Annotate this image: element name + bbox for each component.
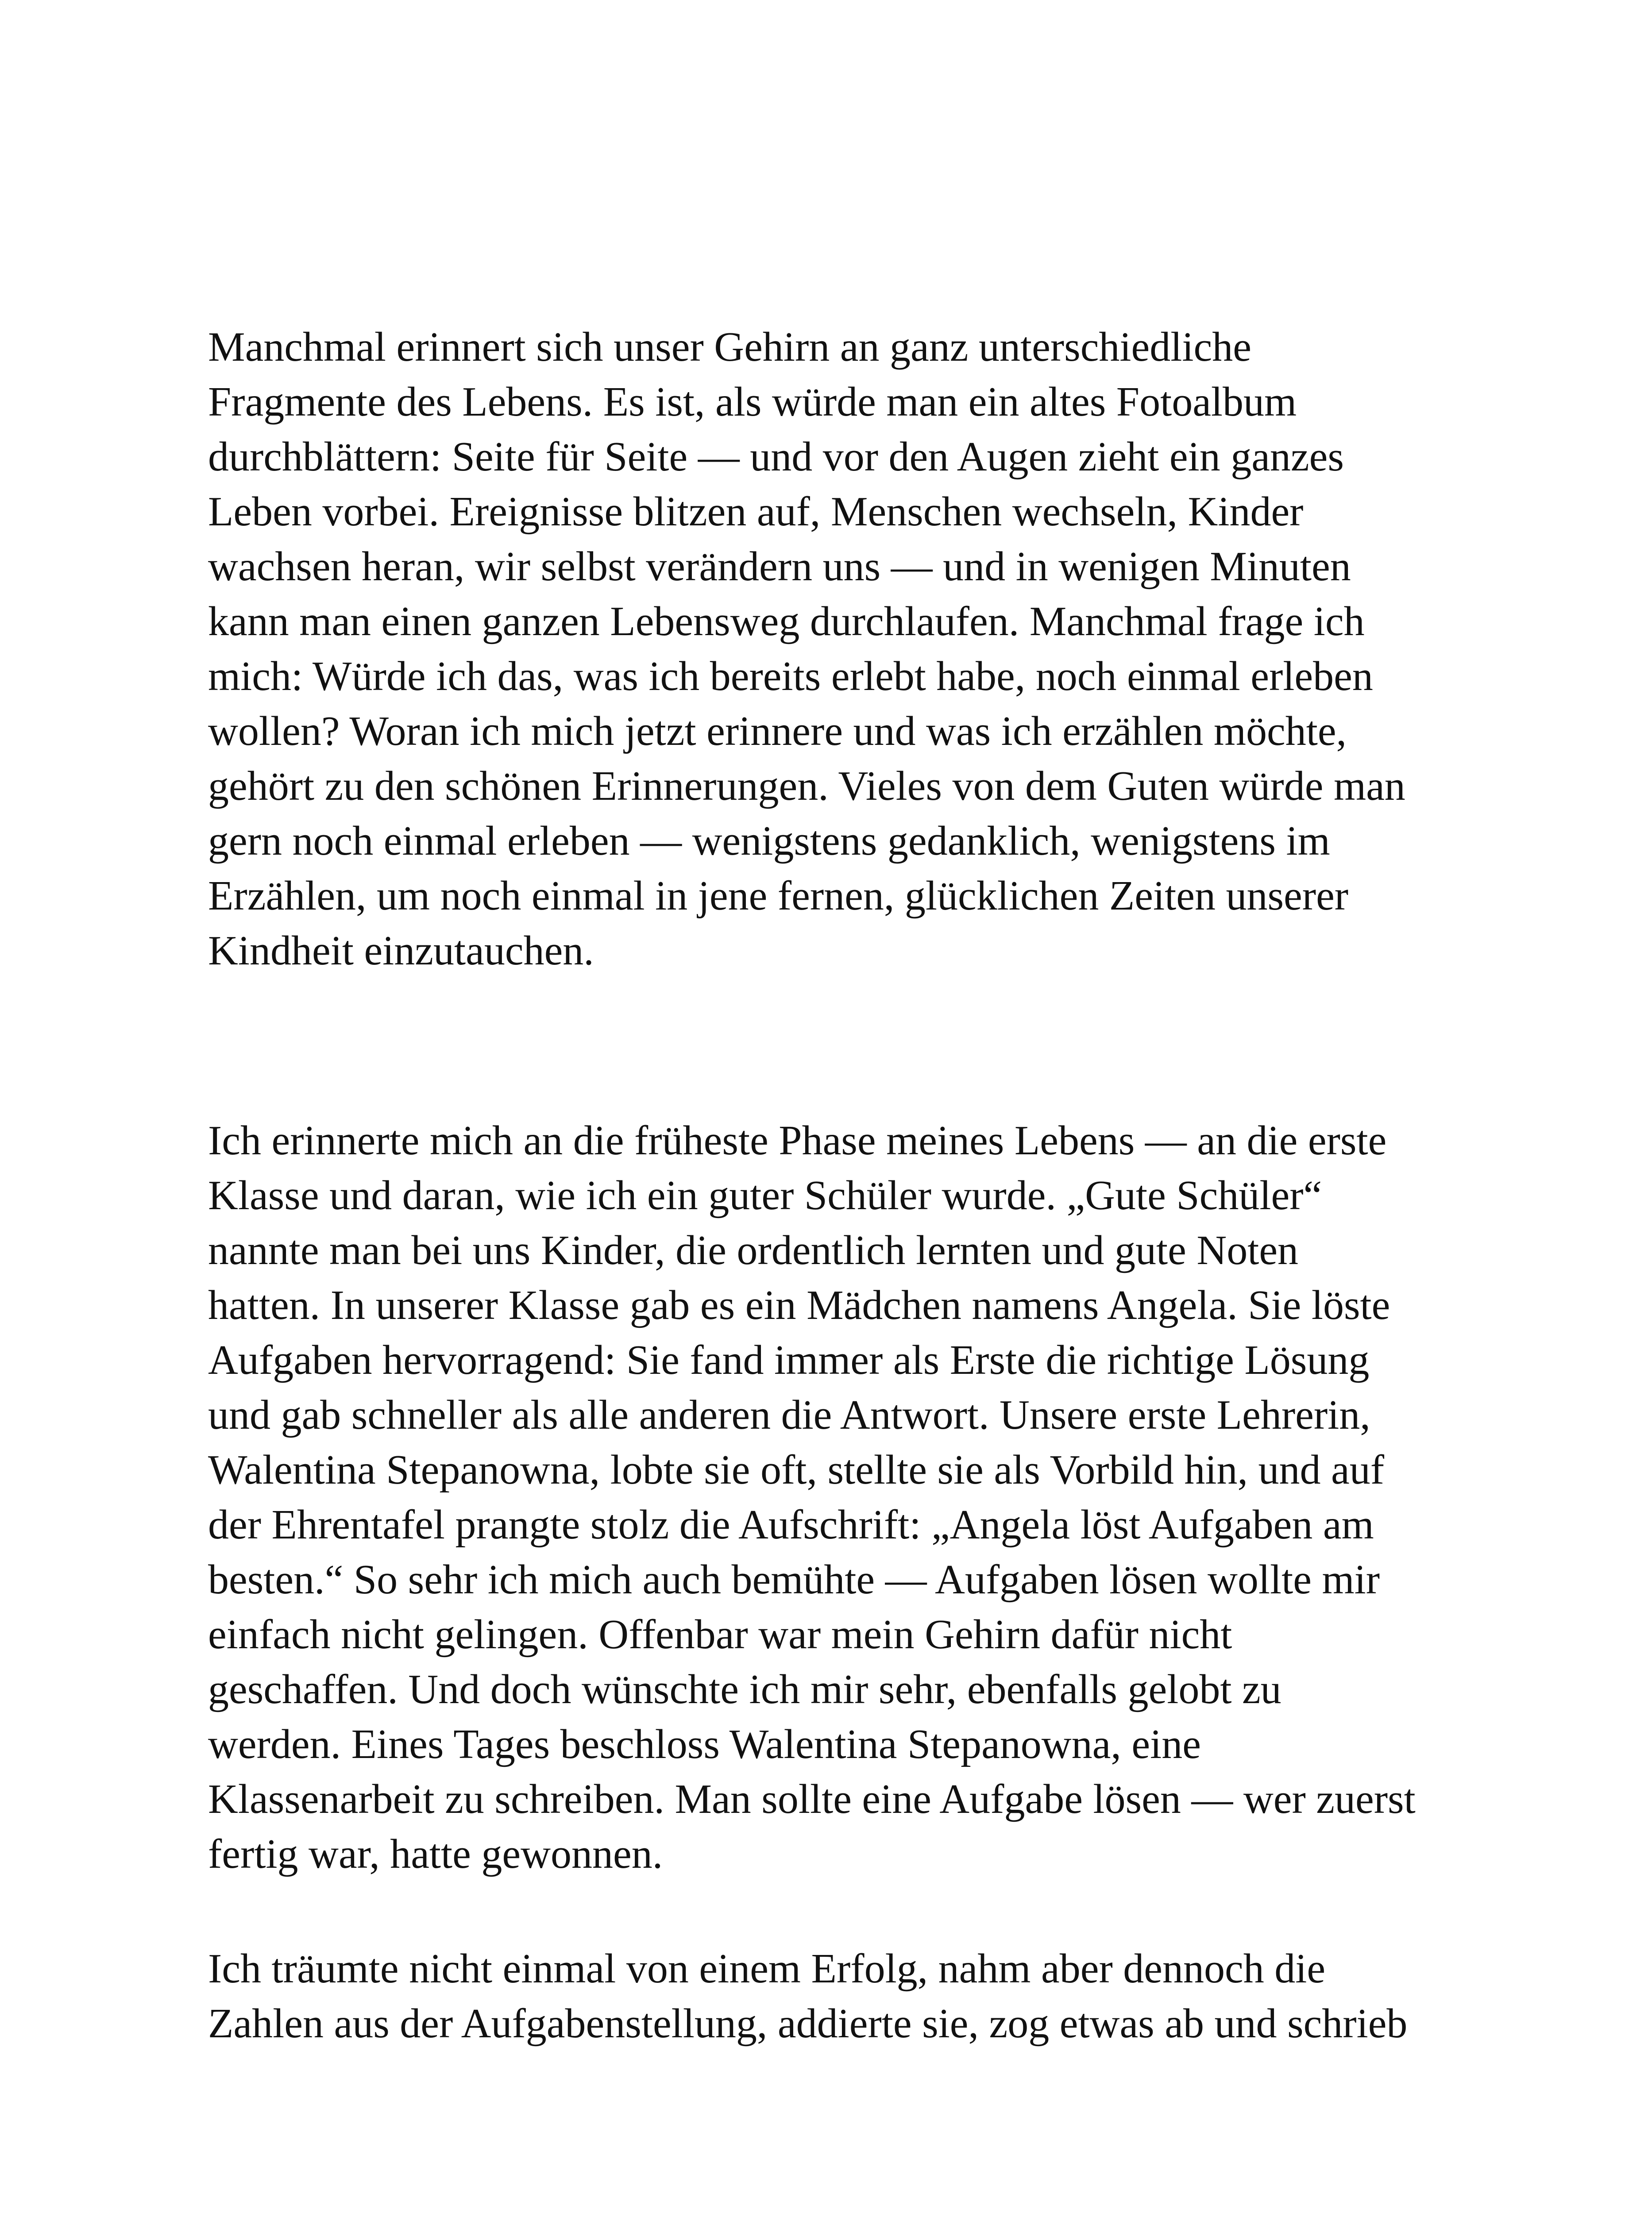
text-line: Walentina Stepanowna, lobte sie oft, stellte sie als Vorbild hin, und auf (208, 1447, 1385, 1493)
text-line: Erzählen, um noch einmal in jene fernen, glücklichen Zeiten unserer (208, 873, 1349, 919)
text-line: Zahlen aus der Aufgabenstellung, addierte sie, zog etwas ab und schrieb (208, 2001, 1408, 2047)
text-line: durchblättern: Seite für Seite — und vor den Augen zieht ein ganzes (208, 434, 1344, 480)
text-line: kann man einen ganzen Lebensweg durchlaufen. Manchmal frage ich (208, 598, 1365, 644)
text-line: Aufgaben hervorragend: Sie fand immer als Erste die richtige Lösung (208, 1337, 1370, 1383)
text-line: gern noch einmal erleben — wenigstens gedanklich, wenigstens im (208, 818, 1330, 864)
text-line: Leben vorbei. Ereignisse blitzen auf, Menschen wechseln, Kinder (208, 489, 1304, 535)
text-line: Klassenarbeit zu schreiben. Man sollte eine Aufgabe lösen — wer zuerst (208, 1776, 1416, 1822)
text-line: Klasse und daran, wie ich ein guter Schüler wurde. „Gute Schüler“ (208, 1172, 1322, 1218)
paragraph-3 (208, 1941, 1518, 2051)
text-line: einfach nicht gelingen. Offenbar war mein Gehirn dafür nicht (208, 1612, 1232, 1658)
text-line: Manchmal erinnert sich unser Gehirn an ganz unterschiedliche (208, 324, 1251, 370)
text-line: mich: Würde ich das, was ich bereits erlebt habe, noch einmal erleben (208, 653, 1373, 699)
text-line: Ich träumte nicht einmal von einem Erfolg, nahm aber dennoch die (208, 1946, 1326, 1992)
paragraph-1 (208, 320, 1518, 978)
text-line: der Ehrentafel prangte stolz die Aufschrift: „Angela löst Aufgaben am (208, 1502, 1374, 1548)
text-line: wachsen heran, wir selbst verändern uns — und in wenigen Minuten (208, 544, 1351, 590)
text-line: wollen? Woran ich mich jetzt erinnere und was ich erzählen möchte, (208, 708, 1347, 754)
text-line: werden. Eines Tages beschloss Walentina Stepanowna, eine (208, 1721, 1201, 1767)
text-line: nannte man bei uns Kinder, die ordentlich lernten und gute Noten (208, 1227, 1299, 1273)
text-line: Ich erinnerte mich an die früheste Phase meines Lebens — an die erste (208, 1118, 1387, 1164)
paragraph-2 (208, 1113, 1518, 1881)
text-line: gehört zu den schönen Erinnerungen. Vieles von dem Guten würde man (208, 763, 1405, 809)
text-line: besten.“ So sehr ich mich auch bemühte — Aufgaben lösen wollte mir (208, 1557, 1380, 1603)
text-line: Kindheit einzutauchen. (208, 928, 594, 974)
text-line: Fragmente des Lebens. Es ist, als würde man ein altes Fotoalbum (208, 379, 1297, 425)
text-line: hatten. In unserer Klasse gab es ein Mädchen namens Angela. Sie löste (208, 1282, 1390, 1328)
text-line: geschaffen. Und doch wünschte ich mir sehr, ebenfalls gelobt zu (208, 1666, 1281, 1712)
text-line: und gab schneller als alle anderen die Antwort. Unsere erste Lehrerin, (208, 1392, 1370, 1438)
text-line: fertig war, hatte gewonnen. (208, 1831, 663, 1877)
